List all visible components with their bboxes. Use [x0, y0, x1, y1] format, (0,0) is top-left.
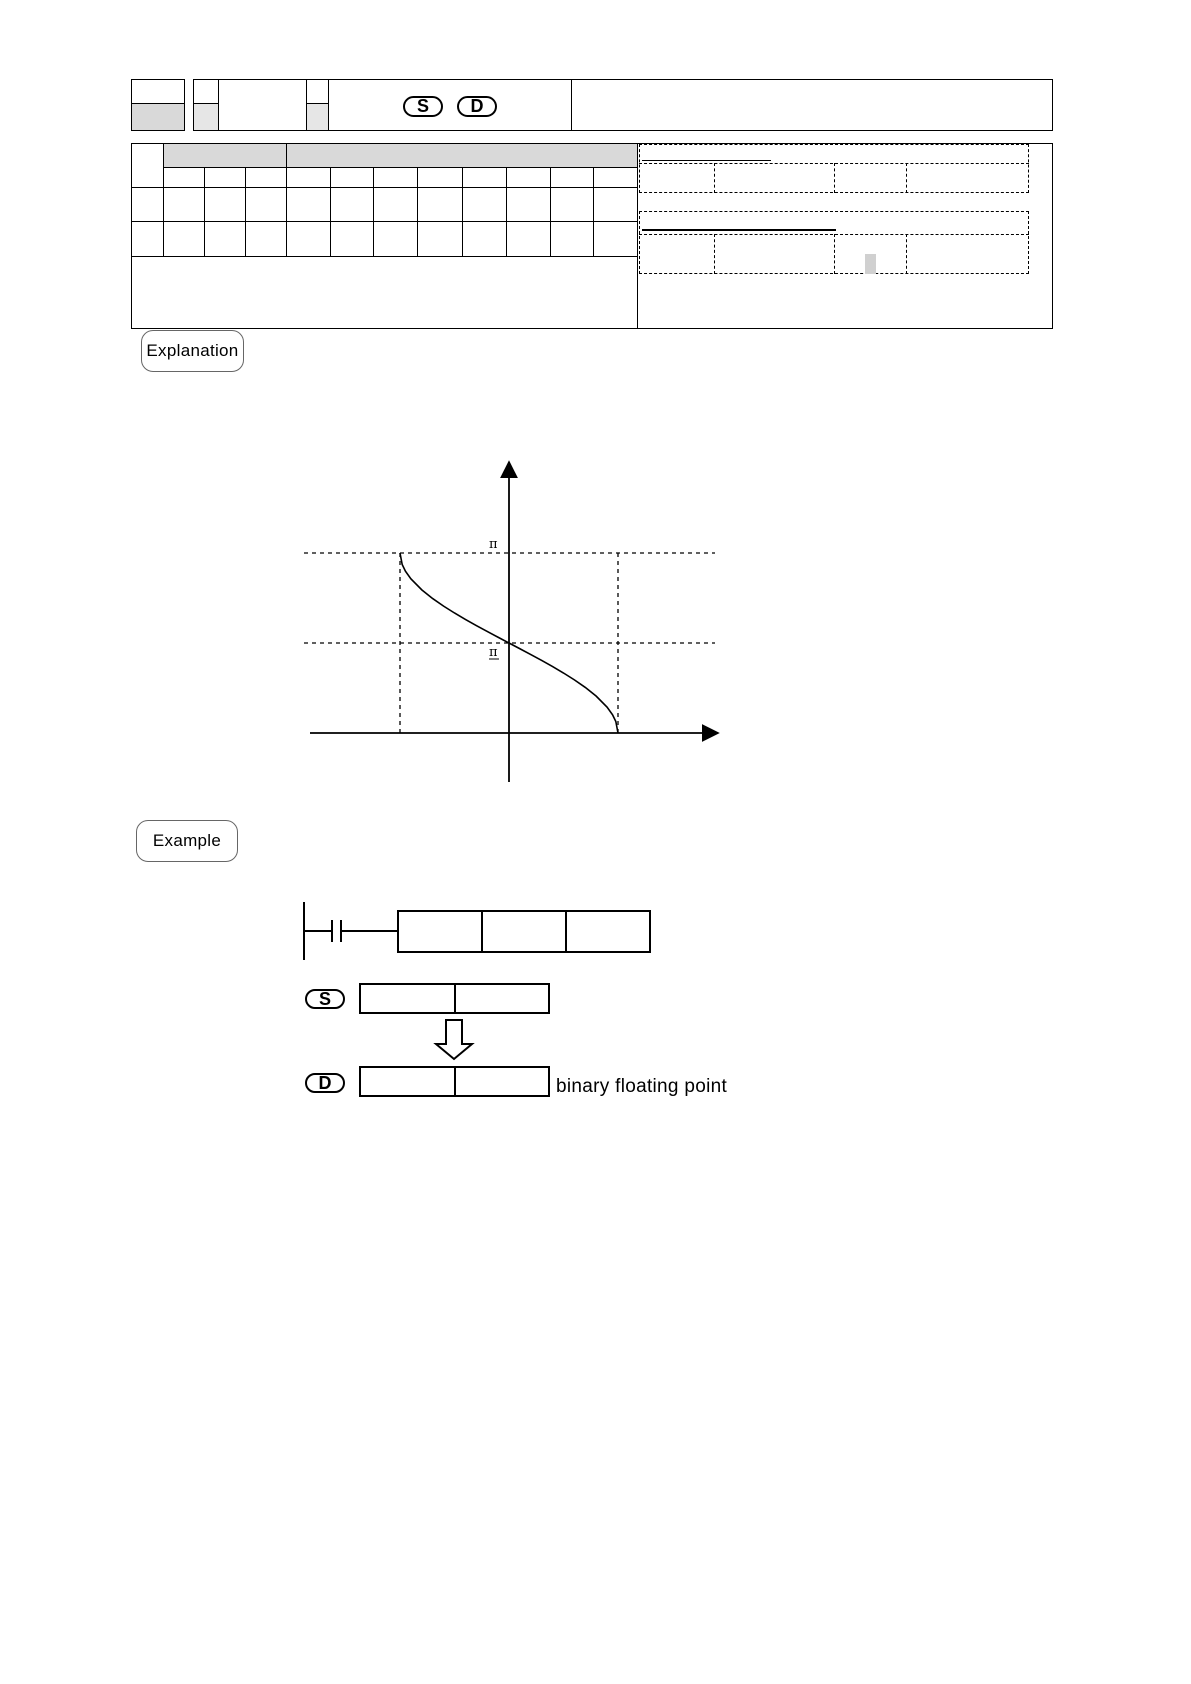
- prefix-cell: [193, 79, 219, 104]
- api-number-cell: [131, 79, 185, 104]
- grid-col-line: [506, 167, 507, 257]
- shaded-marker: [865, 254, 876, 274]
- device-table-divider: [637, 143, 638, 329]
- operand-cell: [328, 79, 572, 131]
- grid-col-line: [204, 167, 205, 257]
- note-dash-col: [714, 163, 715, 193]
- grid-col-line: [163, 143, 164, 257]
- instruction-box-dest: [565, 910, 651, 953]
- note-dash-col: [834, 234, 835, 274]
- grid-col-line: [330, 167, 331, 257]
- grid-col-line: [550, 167, 551, 257]
- explanation-label: Explanation: [141, 330, 244, 372]
- grid-col-line: [373, 167, 374, 257]
- contact-left-plate: [331, 920, 333, 942]
- source-register-high: [359, 983, 456, 1014]
- note-underline: [642, 160, 771, 161]
- y-tick-label-pi: π: [489, 537, 498, 552]
- grid-col-line: [245, 167, 246, 257]
- example-label: Example: [136, 820, 238, 862]
- y-tick-label-pi-half: π: [489, 645, 498, 660]
- instruction-box-source: [481, 910, 567, 953]
- api-number-shade: [131, 103, 185, 131]
- instruction-box-mnemonic: [397, 910, 483, 953]
- rung-wire: [303, 930, 332, 932]
- suffix-shade: [306, 103, 329, 131]
- grid-row-line: [131, 256, 638, 257]
- grid-row-line: [131, 221, 638, 222]
- operand-s-badge: S: [403, 96, 443, 117]
- operand-d-badge: D: [457, 96, 497, 117]
- dest-register-high: [359, 1066, 456, 1097]
- rung-wire: [341, 930, 398, 932]
- grid-col-line: [462, 167, 463, 257]
- arccos-chart: [290, 450, 740, 790]
- prefix-shade: [193, 103, 219, 131]
- grid-col-line: [593, 167, 594, 257]
- source-register-low: [454, 983, 550, 1014]
- mnemonic-cell: [218, 79, 307, 131]
- note-dash-col: [834, 163, 835, 193]
- word-device-header: [286, 143, 638, 168]
- bit-device-header: [163, 143, 287, 168]
- grid-col-line: [417, 167, 418, 257]
- note-dash-col: [714, 234, 715, 274]
- dest-caption: binary floating point: [556, 1076, 728, 1097]
- suffix-cell: [306, 79, 329, 104]
- grid-col-line: [286, 143, 287, 257]
- function-description-cell: [571, 79, 1053, 131]
- grid-row-line: [131, 187, 638, 188]
- grid-row-line: [163, 167, 638, 168]
- dest-register-low: [454, 1066, 550, 1097]
- note-underline: [642, 229, 836, 231]
- dest-d-badge: D: [305, 1073, 345, 1093]
- note-dash-col: [906, 163, 907, 193]
- down-arrow-icon: [432, 1018, 476, 1062]
- note-dash-col: [906, 234, 907, 274]
- source-s-badge: S: [305, 989, 345, 1009]
